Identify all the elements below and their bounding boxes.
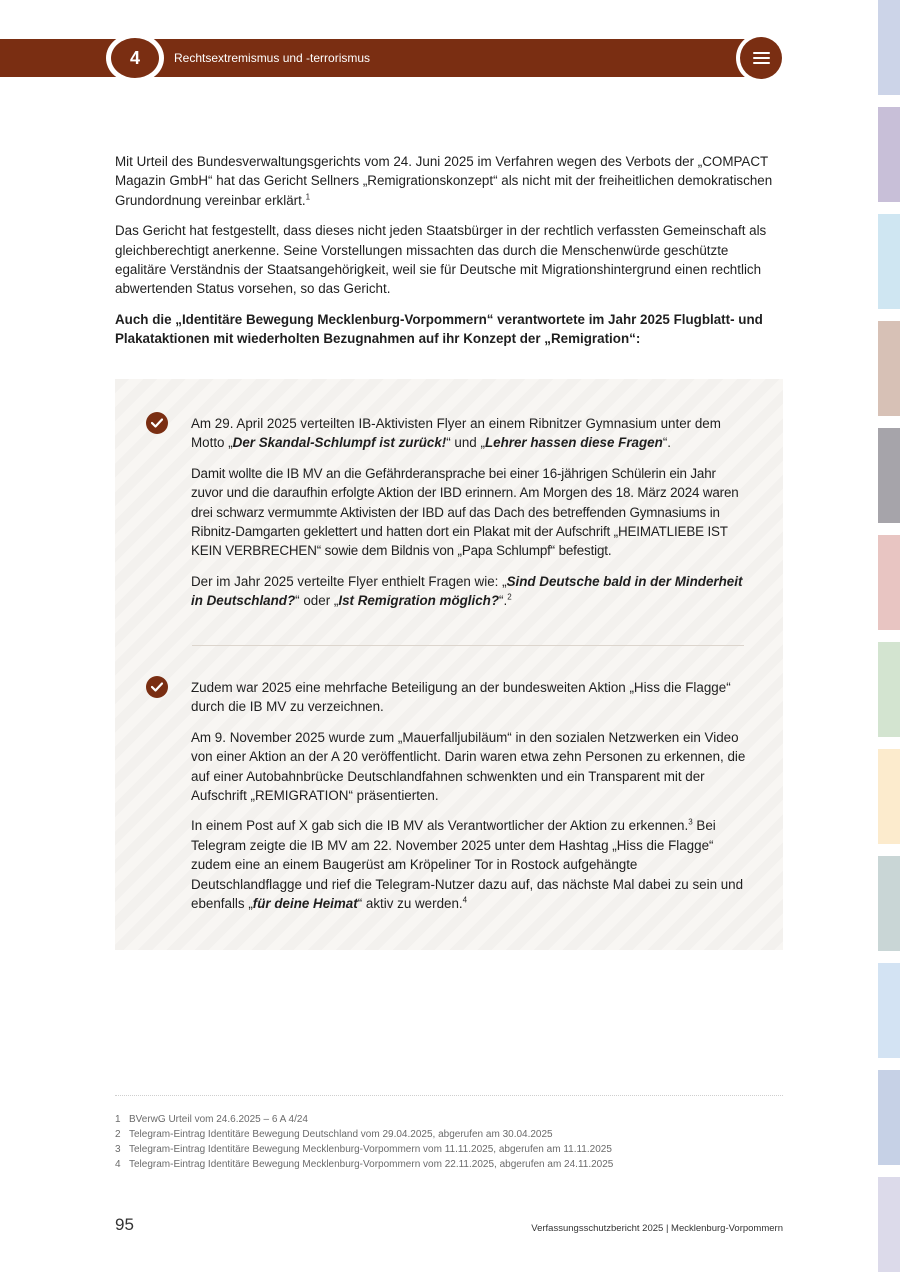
chapter-tab[interactable] <box>878 749 900 844</box>
callout-item-2 <box>191 678 747 924</box>
check-circle-icon <box>146 676 168 698</box>
item-paragraph: Am 9. November 2025 wurde zum „Mauerfalljubiläum“ in den sozialen Netzwerken ein Video von einer Aktion an der A 20 veröffentlicht. Darin waren etwa zehn Personen zu erkennen, die auf einer Autobahnbrücke Deutschlandfahnen schwenkten und ein Transparent mit der Aufschrift „REMIGRATION“ präsentierten. <box>191 729 746 804</box>
item-intro: Zudem war 2025 eine mehrfache Beteiligung an der bundesweiten Aktion „Hiss die Flagge“ durch die IB MV zu verzeichnen. <box>191 680 731 715</box>
check-circle-icon <box>146 412 168 434</box>
chapter-tab[interactable] <box>878 321 900 416</box>
menu-button[interactable] <box>740 37 782 79</box>
footnote-ref[interactable]: 2 <box>507 592 512 602</box>
hamburger-menu-icon <box>753 52 770 54</box>
footnote-ref[interactable]: 1 <box>305 192 311 202</box>
footnotes <box>115 1112 783 1172</box>
page-number: 95 <box>115 1215 134 1234</box>
chapter-tab[interactable] <box>878 214 900 309</box>
callout-box <box>115 379 783 950</box>
chapter-tab[interactable] <box>878 535 900 630</box>
item-intro: Am 29. April 2025 verteilten IB-Aktivisten Flyer an einem Ribnitzer Gymnasium unter dem Motto „Der Skandal-Schlumpf ist zurück!“ und „Lehrer hassen diese Fragen“. <box>191 416 721 451</box>
chapter-tab[interactable] <box>878 1070 900 1165</box>
item-paragraph: Damit wollte die IB MV an die Gefährderansprache bei einer 16-jährigen Schülerin ein Jahr zuvor und die daraufhin erfolgte Aktion der IBD erinnern. Am Morgen des 18. März 2024 waren drei schwarz vermummte Aktivisten der IBD auf das Dach des betreffenden Gymnasiums in Ribnitz-Damgarten geklettert und hatten dort ein Plakat mit der Aufschrift „HEIMATLIEBE IST KEIN VERBRECHEN“ sowie dem Bildnis von „Papa Schlumpf“ befestigt. <box>191 465 739 559</box>
footnote: 3 Telegram-Eintrag Identitäre Bewegung Mecklenburg-Vorpommern vom 11.11.2025, abgerufen am 11.11.2025 <box>115 1144 612 1155</box>
footnote-ref[interactable]: 4 <box>462 895 468 905</box>
footnote: 1 BVerwG Urteil vom 24.6.2025 – 6 A 4/24 <box>115 1114 308 1125</box>
chapter-tab[interactable] <box>878 963 900 1058</box>
chapter-tab[interactable] <box>878 1177 900 1272</box>
item-paragraph: In einem Post auf X gab sich die IB MV als Verantwortlicher der Aktion zu erkennen.$^3$ Bei Telegram zeigte die IB MV am 22. November 2025 unter dem Hashtag „Hiss die Flagge“ zudem eine an einem Baugerüst am Kröpeliner Tor in Rostock aufgehängte Deutschlandflagge und rief die Telegram-Nutzer dazu auf, das nächste Mal dabei zu sein und ebenfalls „für deine Heimat“ aktiv zu werden.$^4$ <box>191 817 744 912</box>
chapter-tab[interactable] <box>878 428 900 523</box>
lead-paragraph: Auch die „Identitäre Bewegung Mecklenburg-Vorpommern“ verantwortete im Jahr 2025 Flugblatt- und Plakataktionen mit wiederholten Bezugnahmen auf ihr Konzept der „Remigration“: <box>115 311 763 347</box>
chapter-tab[interactable] <box>878 0 900 95</box>
divider <box>192 645 744 646</box>
chapter-number: 4 <box>129 48 140 68</box>
chapter-tabs <box>878 0 900 1272</box>
chapter-title: Rechtsextremismus und -terrorismus <box>174 51 371 65</box>
footnote-divider <box>115 1095 783 1096</box>
footnote: 2 Telegram-Eintrag Identitäre Bewegung Deutschland vom 29.04.2025, abgerufen am 30.04.2025 <box>115 1129 553 1140</box>
chapter-number-badge <box>110 37 160 79</box>
footer-title: Verfassungsschutzbericht 2025 | Mecklenburg-Vorpommern <box>531 1223 783 1234</box>
paragraph: Das Gericht hat festgestellt, dass dieses nicht jeden Staatsbürger in der rechtlich verfassten Gemeinschaft als gleichberechtigt anerkenne. Seine Vorstellungen missachten das durch die Menschenwürde geschützte egalitäre Verständnis der Staatsangehörigkeit, weil sie für Deutsche mit Migrationshintergrund einen rechtlich abwertenden Status vorsehen, so das Gericht. <box>115 223 767 297</box>
body-text <box>115 152 783 360</box>
callout-item-1 <box>191 414 747 622</box>
item-paragraph: Der im Jahr 2025 verteilte Flyer enthielt Fragen wie: „Sind Deutsche bald in der Minderheit in Deutschland?“ oder „Ist Remigration möglich?“.$^2$ <box>191 573 743 609</box>
chapter-tab[interactable] <box>878 107 900 202</box>
paragraph: Mit Urteil des Bundesverwaltungsgerichts vom 24. Juni 2025 im Verfahren wegen des Verbots der „COMPACT Magazin GmbH“ hat das Gericht Sellners „Remigrationskonzept“ als nicht mit der freiheitlichen demokratischen Grundordnung vereinbar erklärt.$^1$ <box>115 154 773 208</box>
footnote: 4 Telegram-Eintrag Identitäre Bewegung Mecklenburg-Vorpommern vom 22.11.2025, abgerufen am 24.11.2025 <box>115 1159 614 1170</box>
footnote-ref[interactable]: 3 <box>688 817 693 827</box>
chapter-tab[interactable] <box>878 856 900 951</box>
chapter-tab[interactable] <box>878 642 900 737</box>
